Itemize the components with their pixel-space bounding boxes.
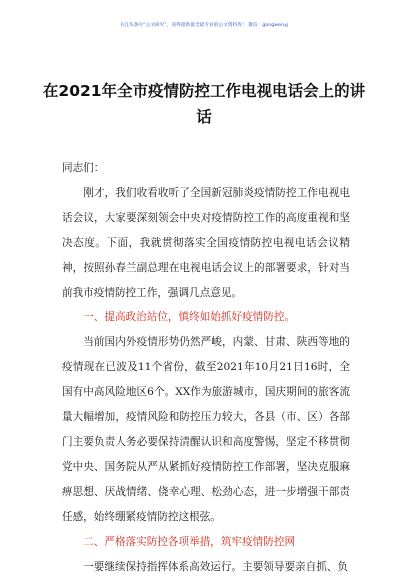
document-title: 在2021年全市疫情防控工作电视电话会上的讲话: [42, 82, 366, 126]
paragraph-command: 一要继续保持指挥体系高效运行。主要领导要亲自抓、负: [83, 560, 349, 573]
section-heading-2: 二、严格落实防控各项举措，筑牢疫情防控网: [83, 535, 296, 548]
top-banner: 关注头条号“公文研究”，获得最新最全最专业的公文资料库！ 微信：gongwenyj: [119, 23, 289, 28]
document-body: [62, 156, 350, 579]
greeting: 同志们：: [62, 162, 105, 174]
paragraph-situation: 当前国内外疫情形势仍然严峻，内蒙、甘肃、陕西等地的疫情现在已波及11个省份，截至2021年10月21日16时，全国有中高风险地区6个。XX作为旅游城市，国庆期间的旅客流量大幅增加，疫情风险和防控压力较大，各县（市、区）各部门主要负责人务必要保持清醒认识和高度警惕，坚定不移贯彻党中央、国务院从严从紧抓好疫情防控工作部署，坚决克服麻痹思想、厌战情绪、侥幸心理、松劲心态，进一步增强干部责任感，始终绷紧疫情防控这根弦。: [62, 336, 350, 523]
paragraph-intro: 刚才，我们收看收听了全国新冠肺炎疫情防控工作电视电话会议，大家要深刻领会中央对疫情防控工作的高度重视和坚决态度。下面，我就贯彻落实全国疫情防控电视电话会议精神，按照孙春兰副总理在电视电话会议上的部署要求，针对当前我市疫情防控工作，强调几点意见。: [62, 186, 350, 299]
section-heading-1: 一、提高政治站位，慎终如始抓好疫情防控。: [83, 311, 296, 324]
